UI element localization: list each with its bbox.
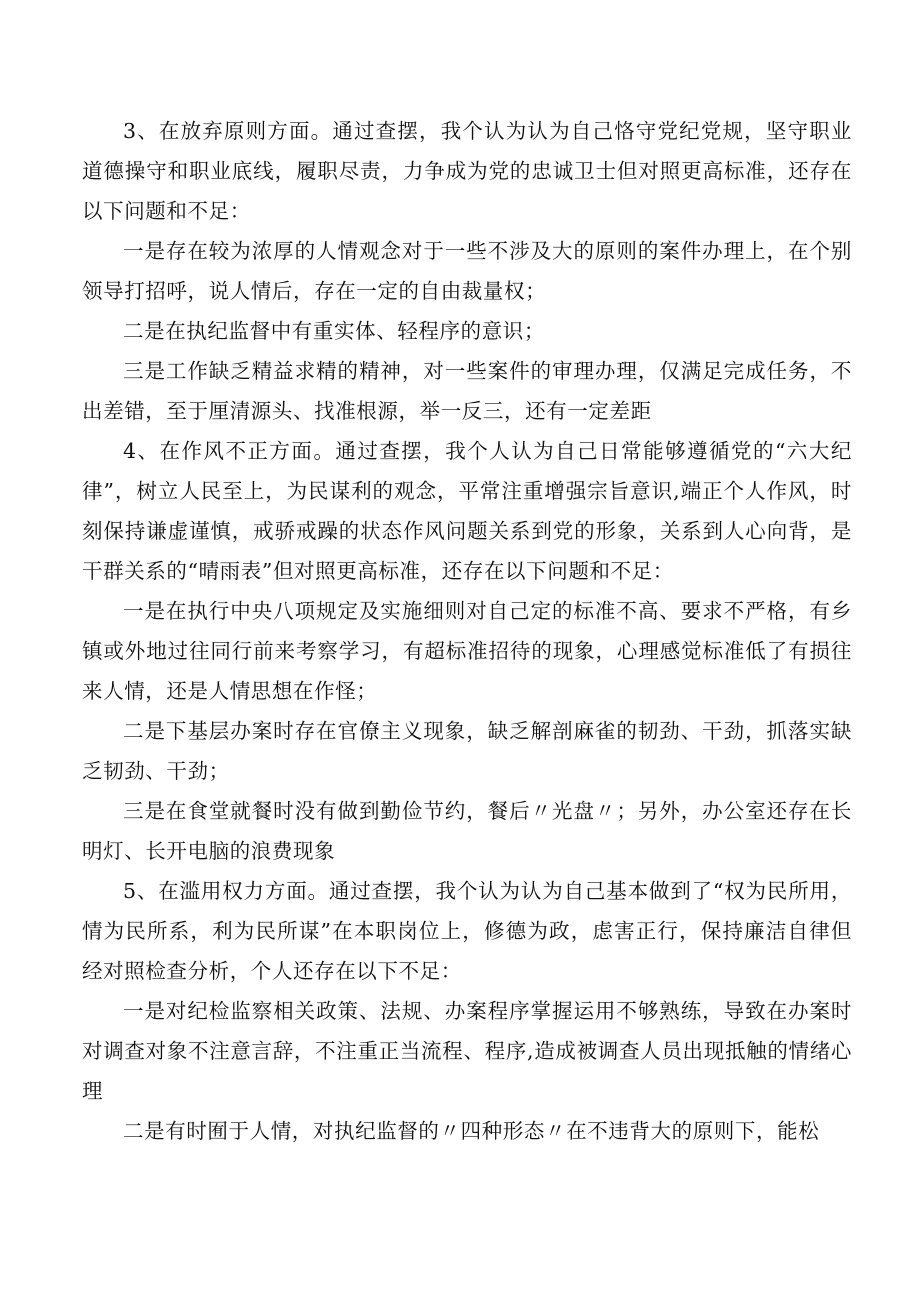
paragraph-section-3-item-1: 一是存在较为浓厚的人情观念对于一些不涉及大的原则的案件办理上，在个别领导打招呼，说人情后，存在一定的自由裁量权； <box>82 239 852 303</box>
paragraph-section-5-item-1: 一是对纪检监察相关政策、法规、办案程序掌握运用不够熟练，导致在办案时对调查对象不注意言辞，不注重正当流程、程序,造成被调查人员出现抵触的情绪心理 <box>82 999 852 1103</box>
paragraph-section-5-intro: 5、在滥用权力方面。通过查摆，我个认为认为自己基本做到了“权为民所用，情为民所系，利为民所谋”在本职岗位上，修德为政，虑害正行，保持廉洁自律但经对照检查分析，个人还存在以下不足： <box>82 879 852 983</box>
paragraph-section-3-intro: 3、在放弃原则方面。通过查摆，我个认为认为自己恪守党纪党规，坚守职业道德操守和职业底线，履职尽责，力争成为党的忠诚卫士但对照更高标准，还存在以下问题和不足： <box>82 119 852 223</box>
paragraph-section-4-item-2: 二是下基层办案时存在官僚主义现象，缺乏解剖麻雀的韧劲、干劲，抓落实缺乏韧劲、干劲； <box>82 719 852 783</box>
paragraph-section-3-item-2: 二是在执纪监督中有重实体、轻程序的意识； <box>123 319 545 343</box>
document-body <box>82 111 852 1151</box>
paragraph-section-3-item-3: 三是工作缺乏精益求精的精神，对一些案件的审理办理，仅满足完成任务，不出差错，至于厘清源头、找准根源，举一反三，还有一定差距 <box>82 359 852 423</box>
paragraph-section-4-item-1: 一是在执行中央八项规定及实施细则对自己定的标准不高、要求不严格，有乡镇或外地过往同行前来考察学习，有超标准招待的现象，心理感觉标准低了有损往来人情，还是人情思想在作怪； <box>82 599 852 703</box>
paragraph-section-4-item-3: 三是在食堂就餐时没有做到勤俭节约，餐后〃光盘〃；另外，办公室还存在长明灯、长开电脑的浪费现象 <box>82 799 852 863</box>
paragraph-section-4-intro: 4、在作风不正方面。通过查摆，我个人认为自己日常能够遵循党的“六大纪律”，树立人民至上，为民谋利的观念，平常注重增强宗旨意识,端正个人作风，时刻保持谦虚谨慎，戒骄戒躁的状态作风问题关系到党的形象，关系到人心向背，是干群关系的“晴雨表”但对照更高标准，还存在以下问题和不足： <box>82 439 852 583</box>
paragraph-section-5-item-2: 二是有时囿于人情，对执纪监督的〃四种形态〃在不违背大的原则下，能松 <box>123 1119 820 1143</box>
